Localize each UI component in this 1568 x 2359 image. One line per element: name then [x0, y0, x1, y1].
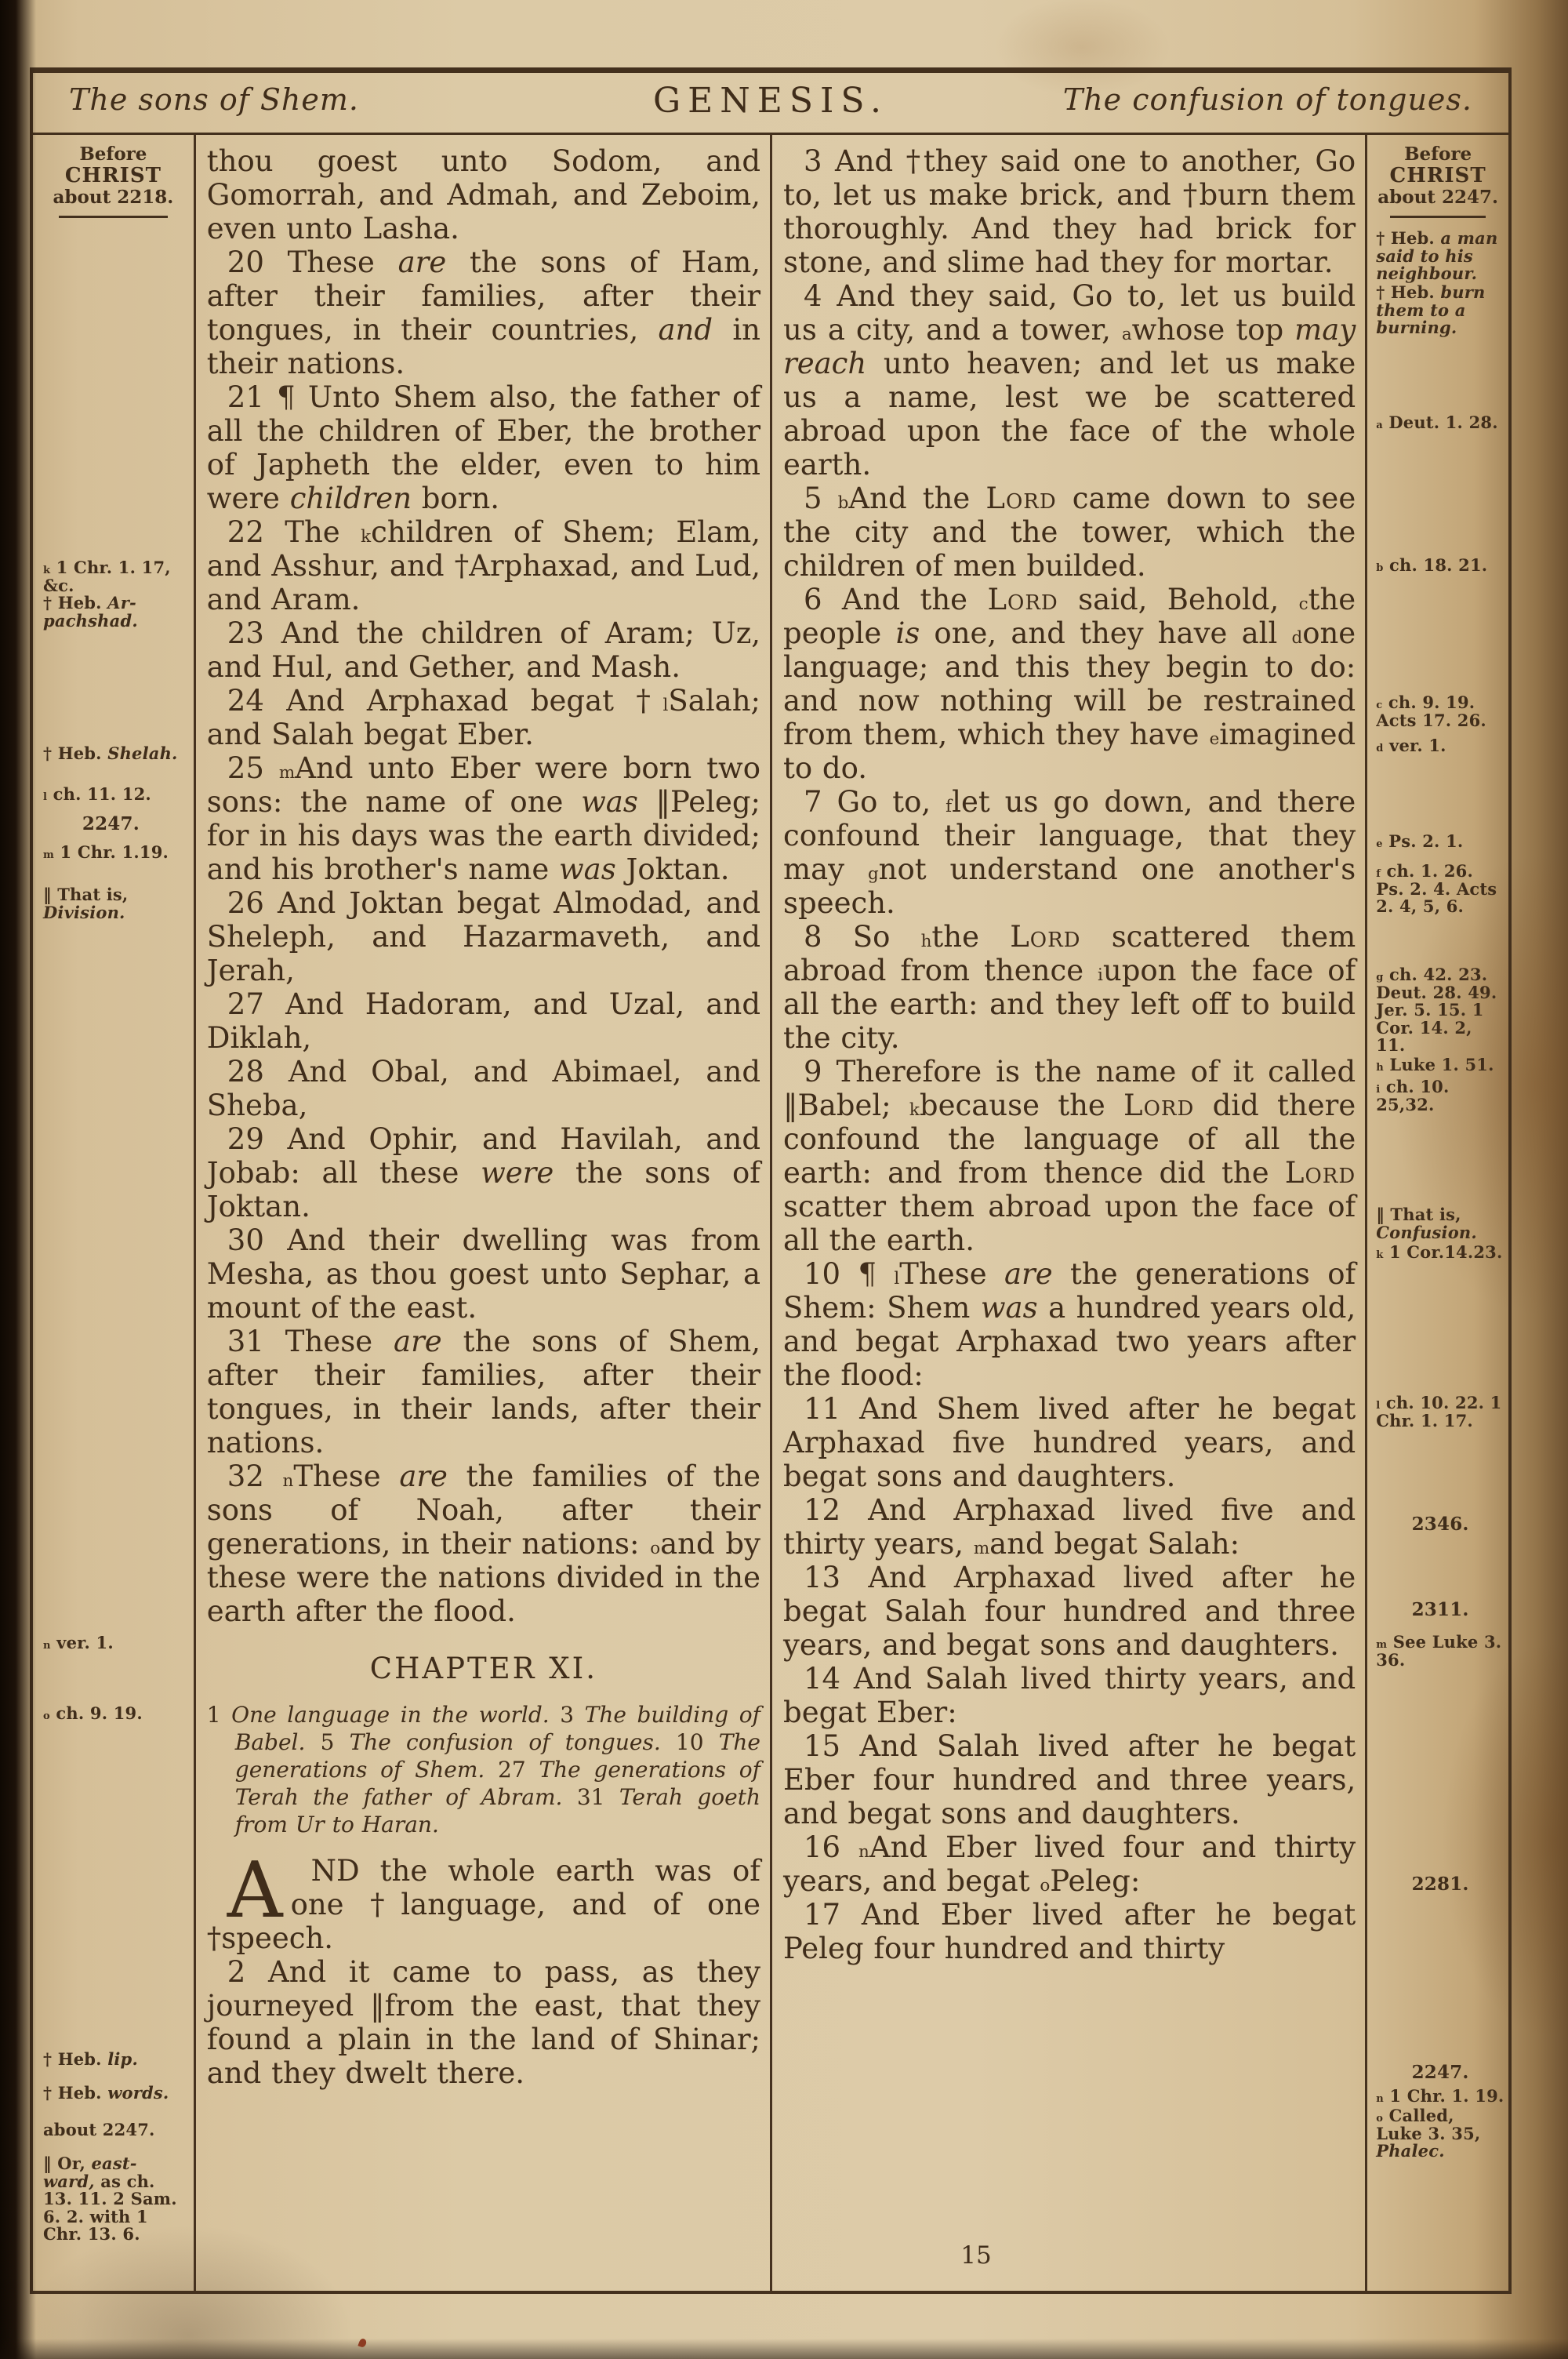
- margin-note: ‖ Or, east-ward, as ch. 13. 11. 2 Sam. 6. 2. with 1 Chr. 13. 6.: [43, 2154, 177, 2244]
- drop-cap: A: [227, 1846, 283, 1936]
- margin-note: $^c$ ch. 9. 19. Acts 17. 26.: [1376, 692, 1486, 730]
- verse: 16 $^n$And Eber lived four and thirty years, and begat $^o$Peleg:: [783, 1830, 1356, 1898]
- verse-continuation: thou goest unto Sodom, and Gomorrah, and Admah, and Zeboim, even unto Lasha.: [206, 144, 761, 245]
- verse: 13 And Arphaxad lived after he begat Salah four hundred and three years, and begat sons and daughters.: [783, 1561, 1356, 1662]
- margin-note: $^o$ Called, Luke 3. 35, Phalec.: [1376, 2106, 1481, 2161]
- margin-rule: [1390, 216, 1486, 218]
- verse: AND the whole earth was of one †language, and of one †speech.: [206, 1846, 761, 1955]
- verse: 2 And it came to pass, as they journeyed ‖from the east, that they found a plain in the land of Shinar; and they dwelt there.: [206, 1955, 761, 2090]
- verse: 29 And Ophir, and Havilah, and Jobab: all these were the sons of Joktan.: [206, 1122, 761, 1223]
- verse: 26 And Joktan begat Almodad, and Sheleph, and Hazarmaveth, and Jerah,: [206, 886, 761, 987]
- verse: 31 These are the sons of Shem, after their families, after their tongues, in their lands, after their nations.: [206, 1325, 761, 1459]
- margin-note: $^l$ ch. 10. 22. 1 Chr. 1. 17.: [1376, 1393, 1502, 1430]
- margin-note: $^b$ ch. 18. 21.: [1376, 555, 1488, 575]
- verse: 5 $^b$And the Lord came down to see the city and the tower, which the children of men builded.: [783, 482, 1356, 583]
- verse: 24 And Arphaxad begat †$^l$Salah; and Salah begat Eber.: [206, 684, 761, 751]
- margin-note: $^n$ 1 Chr. 1. 19.: [1376, 2086, 1504, 2106]
- margin-note: $^m$ See Luke 3. 36.: [1376, 1632, 1502, 1670]
- photo-edge-bottom: [0, 2339, 1568, 2359]
- verse: 3 And †they said one to another, Go to, let us make brick, and †burn them thoroughly. And they had brick for stone, and slime had they for mortar.: [783, 144, 1356, 279]
- verse: 9 Therefore is the name of it called ‖Babel; $^k$because the Lord did there confound the language of all the earth: and from thence did the Lord scatter them abroad upon the face of all the earth.: [783, 1055, 1356, 1257]
- verse: 32 $^n$These are the families of the sons of Noah, after their generations, in their nations: $^o$and by these were the nations divided in the earth after the flood.: [206, 1459, 761, 1628]
- verse: 11 And Shem lived after he begat Arphaxad five hundred years, and begat sons and daughters.: [783, 1392, 1356, 1493]
- margin-note: $^a$ Deut. 1. 28.: [1376, 413, 1498, 432]
- printed-frame: [30, 67, 1512, 2294]
- margin-note: † Heb. Shelah.: [43, 743, 178, 763]
- text-columns: [33, 135, 1508, 2291]
- chronology-date: 2247.: [82, 813, 140, 834]
- margin-note: $^e$ Ps. 2. 1.: [1376, 831, 1464, 851]
- before-christ-date: Before CHRIST about 2247.: [1367, 144, 1508, 218]
- verse: 4 And they said, Go to, let us build us a city, and a tower, $^a$whose top may reach unto heaven; and let us make us a name, lest we be scattered abroad upon the face of the whole earth.: [783, 279, 1356, 482]
- left-margin-notes-column: [33, 135, 194, 2291]
- running-head-left: The sons of Shem.: [69, 82, 359, 117]
- chronology-date: 2346.: [1411, 1514, 1469, 1535]
- margin-note: $^f$ ch. 1. 26. Ps. 2. 4. Acts 2. 4, 5, 6.: [1376, 861, 1497, 916]
- verse: 27 And Hadoram, and Uzal, and Diklah,: [206, 987, 761, 1055]
- verse: 10 ¶ $^l$These are the generations of Shem: Shem was a hundred years old, and begat Arphaxad two years after the flood:: [783, 1257, 1356, 1392]
- margin-note: $^k$ 1 Chr. 1. 17, &c.: [43, 558, 171, 595]
- right-text-column: [772, 135, 1365, 2291]
- margin-note: ‖ That is, Confusion.: [1376, 1205, 1477, 1242]
- verse: 7 Go to, $^f$let us go down, and there confound their language, that they may $^g$not understand one another's speech.: [783, 785, 1356, 920]
- running-head: [33, 73, 1508, 135]
- margin-note: $^m$ 1 Chr. 1.19.: [43, 842, 169, 862]
- margin-note: † Heb. lip.: [43, 2049, 138, 2069]
- margin-note: $^o$ ch. 9. 19.: [43, 1703, 143, 1723]
- photo-edge-left: [0, 0, 36, 2359]
- chronology-date: 2311.: [1411, 1599, 1469, 1620]
- margin-note: ‖ That is, Division.: [43, 885, 129, 922]
- verse: 17 And Eber lived after he begat Peleg four hundred and thirty: [783, 1898, 1356, 1965]
- chronology-date: 2281.: [1411, 1874, 1469, 1895]
- margin-note: † Heb. a man said to his neighbour.: [1376, 228, 1498, 283]
- verse: 14 And Salah lived thirty years, and begat Eber:: [783, 1662, 1356, 1729]
- margin-note: † Heb. burn them to a burning.: [1376, 282, 1486, 337]
- verse: 28 And Obal, and Abimael, and Sheba,: [206, 1055, 761, 1122]
- verse: 23 And the children of Aram; Uz, and Hul, and Gether, and Mash.: [206, 616, 761, 684]
- verse: 25 $^m$And unto Eber were born two sons: the name of one was ‖Peleg; for in his days was the earth divided; and his brother's name was Joktan.: [206, 751, 761, 886]
- running-head-right: The confusion of tongues.: [1062, 82, 1472, 117]
- before-christ-date: Before CHRIST about 2218.: [33, 144, 194, 218]
- margin-note: $^l$ ch. 11. 12.: [43, 784, 151, 804]
- margin-note: $^i$ ch. 10. 25,32.: [1376, 1077, 1450, 1114]
- verse: 12 And Arphaxad lived five and thirty years, $^m$and begat Salah:: [783, 1493, 1356, 1561]
- chapter-heading: CHAPTER XI.: [369, 1652, 597, 1685]
- left-text-column: [196, 135, 770, 2291]
- verse: 30 And their dwelling was from Mesha, as thou goest unto Sephar, a mount of the east.: [206, 1223, 761, 1325]
- margin-note: about 2247.: [43, 2120, 155, 2139]
- verse: 22 The $^k$children of Shem; Elam, and Asshur, and †Arphaxad, and Lud, and Aram.: [206, 515, 761, 616]
- chapter-summary: 1 One language in the world. 3 The building of Babel. 5 The confusion of tongues. 10 The generations of Shem. 27 The generations of Terah the father of Abram. 31 Terah goeth from Ur to Haran.: [206, 1702, 761, 1837]
- chronology-date: 2247.: [1411, 2062, 1469, 2083]
- margin-note: $^n$ ver. 1.: [43, 1633, 114, 1652]
- right-margin-notes-column: [1367, 135, 1508, 2291]
- verse: 15 And Salah lived after he begat Eber four hundred and three years, and begat sons and daughters.: [783, 1729, 1356, 1830]
- margin-note: † Heb. words.: [43, 2083, 169, 2103]
- book-title: GENESIS.: [653, 81, 888, 121]
- margin-note: $^g$ ch. 42. 23. Deut. 28. 49. Jer. 5. 15. 1 Cor. 14. 2, 11.: [1376, 965, 1497, 1055]
- page-number: 15: [960, 2241, 992, 2270]
- margin-rule: [59, 216, 168, 218]
- margin-note: $^k$ 1 Cor.14.23.: [1376, 1242, 1503, 1262]
- verse: 21 ¶ Unto Shem also, the father of all the children of Eber, the brother of Japheth the elder, even to him were children born.: [206, 380, 761, 515]
- verse: 6 And the Lord said, Behold, $^c$the people is one, and they have all $^d$one language; and this they begin to do: and now nothing will be restrained from them, which they have $^e$imagined to do.: [783, 583, 1356, 785]
- verse: 20 These are the sons of Ham, after their families, after their tongues, in their countries, and in their nations.: [206, 245, 761, 380]
- verse: 8 So $^h$the Lord scattered them abroad from thence $^i$upon the face of all the earth: and they left off to build the city.: [783, 920, 1356, 1055]
- margin-note: † Heb. Ar-pachshad.: [43, 593, 138, 631]
- margin-note: $^d$ ver. 1.: [1376, 736, 1446, 755]
- margin-note: $^h$ Luke 1. 51.: [1376, 1055, 1494, 1074]
